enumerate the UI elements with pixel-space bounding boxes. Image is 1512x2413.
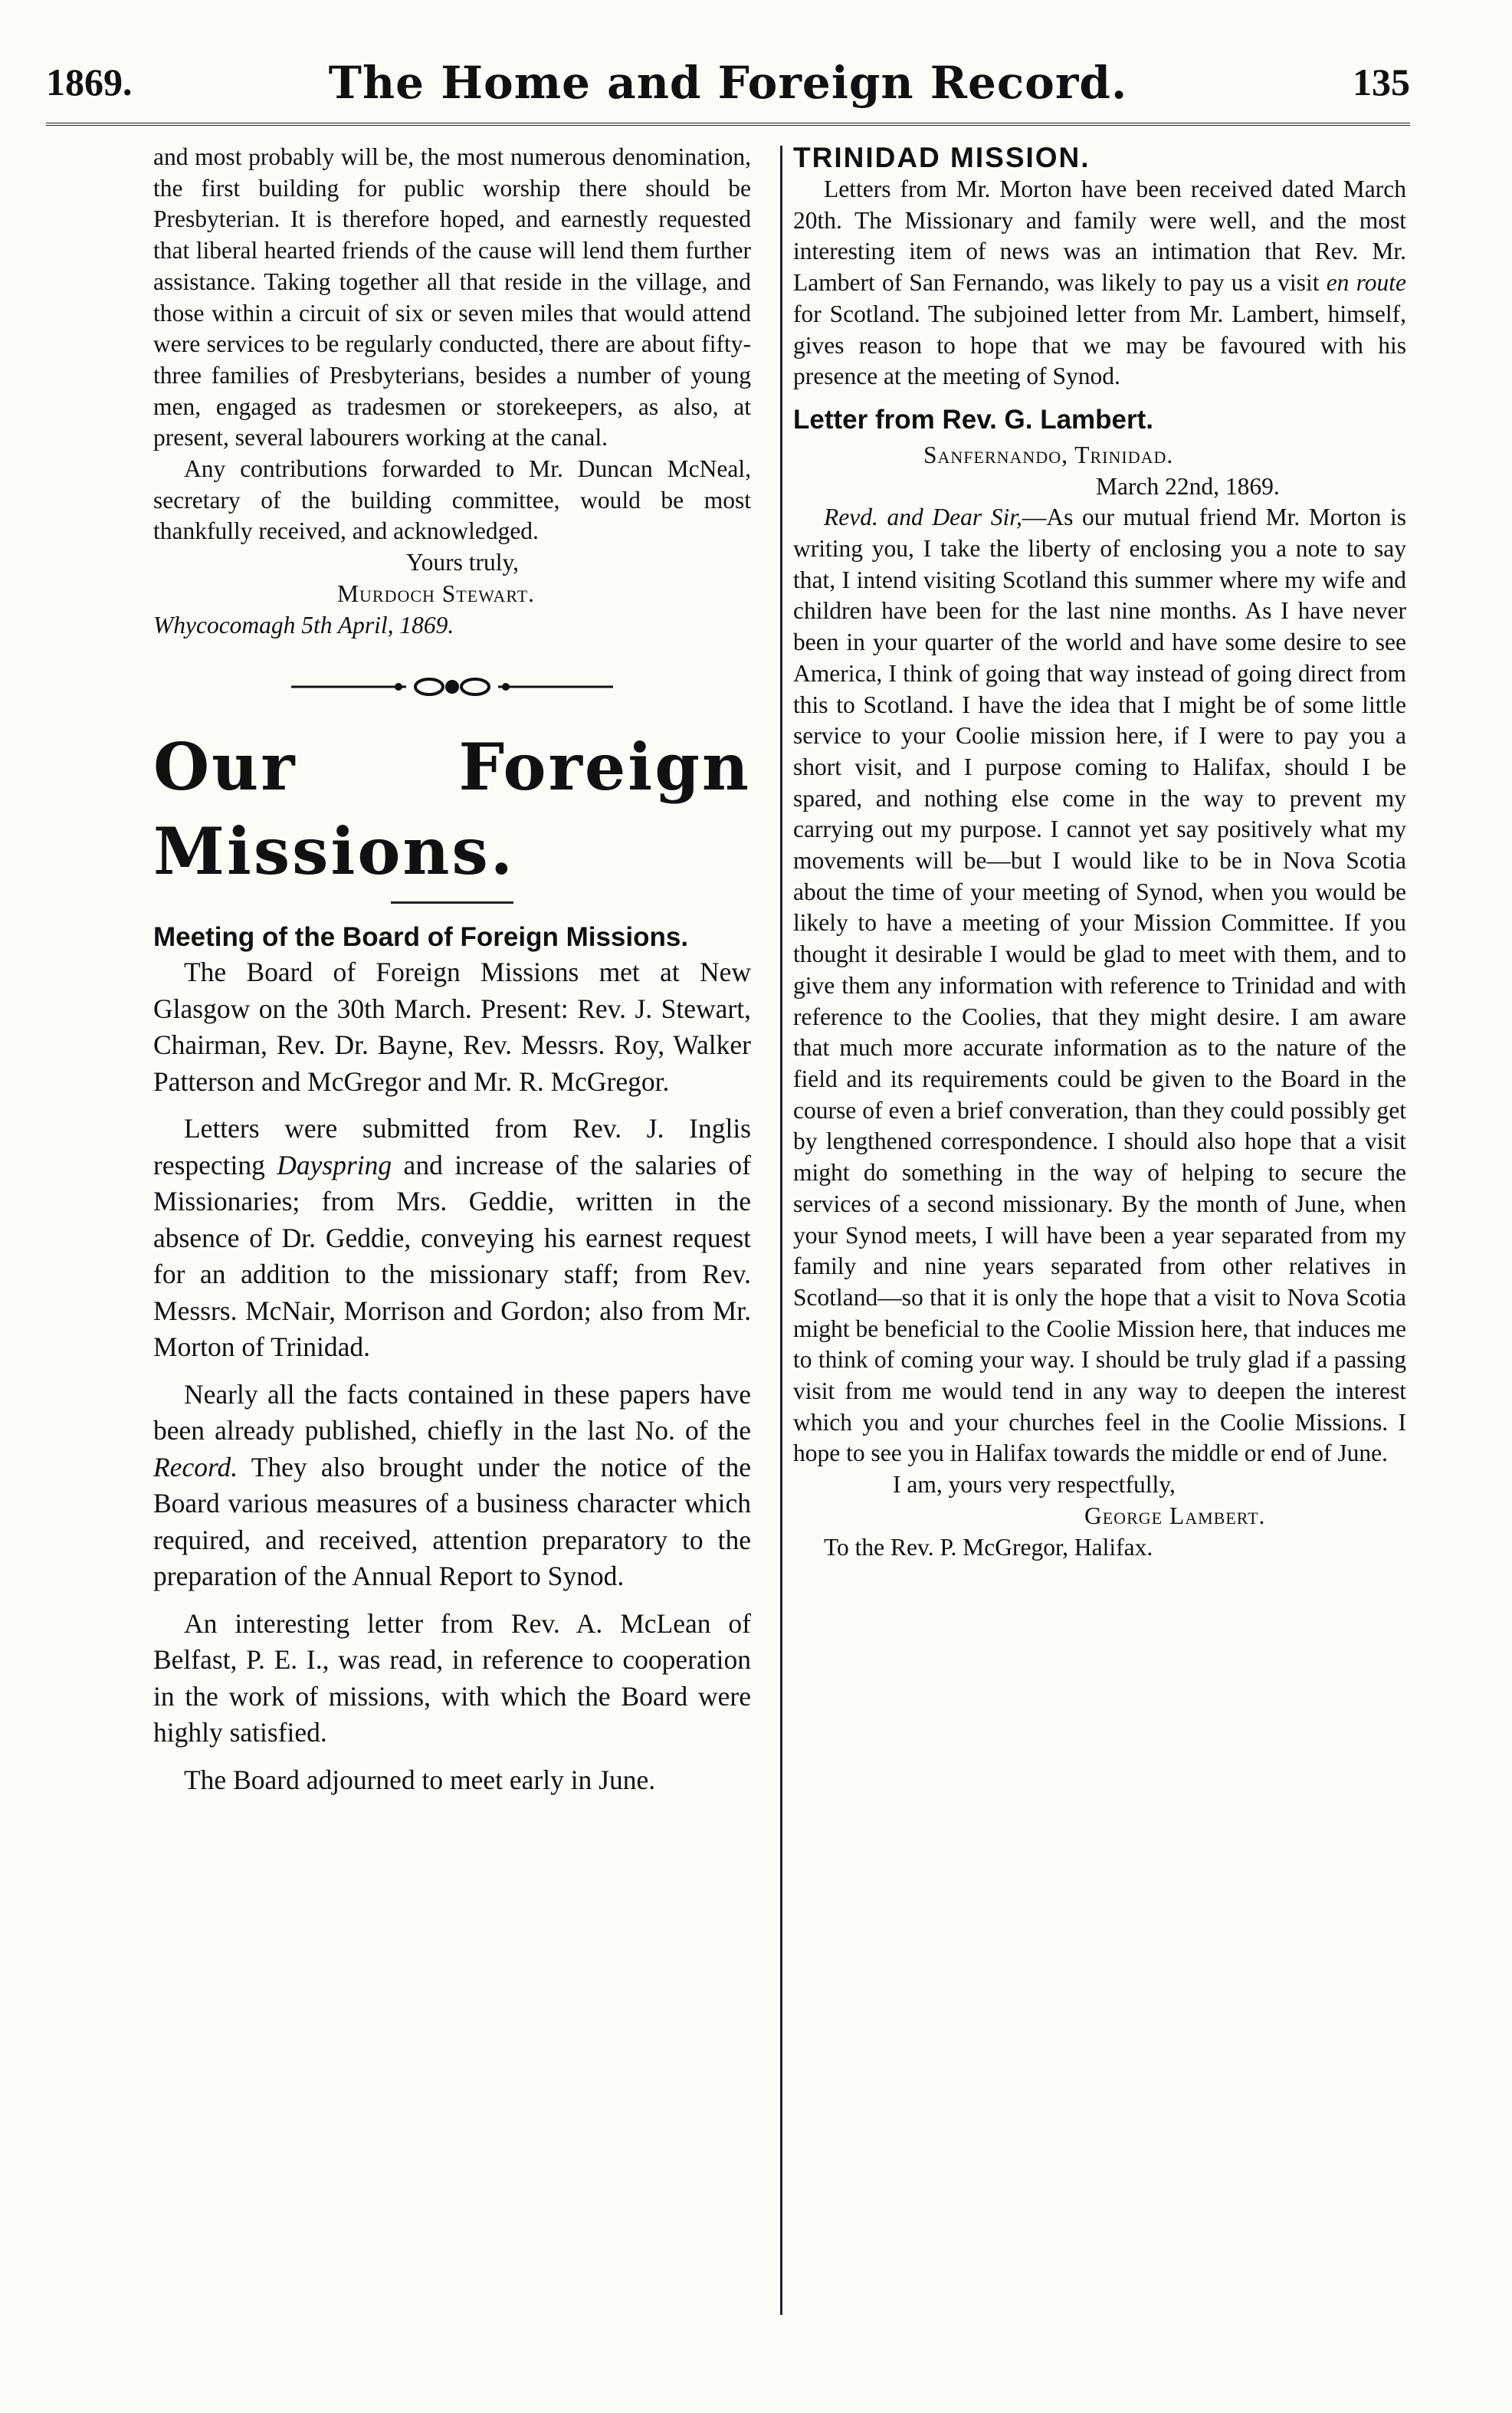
ornamental-divider	[153, 671, 751, 702]
column-divider	[780, 146, 782, 2315]
continued-paragraph: and most probably will be, the most numerous denomination, the first building for public worship there should be Presbyterian. It is therefore hoped, and earnestly requested that liberal hearted friends of the cause will lend them further assistance. Taking together all that reside in the village, and those within a circuit of six or seven miles that would attend were services to be regularly conducted, there are about fifty-three families of Presbyterians, besides a number of young men, engaged as tradesmen or storekeepers, as also, at present, several labourers working at the canal.	[153, 143, 751, 451]
letter-closing: I am, yours very respectfully,	[893, 1471, 1176, 1499]
ornament-icon	[291, 671, 613, 702]
letter-place: Sanfernando, Trinidad.	[923, 441, 1174, 468]
running-header	[46, 57, 1410, 121]
trinidad-p1-a: Letters from Mr. Morton have been received dated March 20th. The Missionary and family were well, and the most interesting item of news was an intimation that Rev. Mr. Lambert of San Fernando, was likely to pay us a visit	[793, 176, 1406, 297]
letter-body-text: —As our mutual friend Mr. Morton is writing you, I take the liberty of enclosing you a note to say that, I intend visiting Scotland this summer where my wife and children have been for the last nine months. As I have never been in your quarter of the world and have some desire to see America, I think of going that way instead of going direct from this to Scotland. I have the idea that I might be of some little service to your Coolie mission here, if I were to pay you a short visit, and I purpose coming to Halifax, should I be spared, and nothing else come in the way to prevent my carrying out my purpose. I cannot yet say positively what my movements will be—but I would like to be in Nova Scotia about the time of your meeting of Synod, when you would be likely to have a meeting of your Mission Committee. If you thought it desirable I would be glad to meet with them, and to give them any information with reference to Trinidad and with reference to the Coolies, that they might desire. I am aware that much more accurate information as to the nature of the field and its requirements could be given to the Board in the course of even a brief converation, than they could possibly get by lengthened correspondence. I should also hope that a visit might do something in the way of helping to secure the services of a second missionary. By the month of June, when your Synod meets, I will have been a year separated from my family and nine years separated from other relatives in Scotland—so that it is only the hope that a visit to Nova Scotia might be beneficial to the Coolie Mission here, that induces me to think of coming your way. I should be truly glad if a passing visit from me would tend in any way to deepen the interest which you and your churches feel in the Coolie Missions. I hope to see you in Halifax towards the middle or end of June.	[793, 504, 1406, 1467]
board-paragraph-2	[153, 1111, 751, 1366]
header-year: 1869.	[46, 61, 133, 103]
meeting-subheading: Meeting of the Board of Foreign Missions.	[153, 922, 689, 953]
board-paragraph-4: An interesting letter from Rev. A. McLean of Belfast, P. E. I., was read, in reference to cooperation in the work of missions, with which the Board were highly satisfied.	[153, 1607, 751, 1748]
header-title: The Home and Foreign Record.	[328, 57, 1128, 109]
contributions-paragraph: Any contributions forwarded to Mr. Duncan McNeal, secretary of the building committee, would be most thankfully received, and acknowledged.	[153, 455, 751, 545]
board-p3-a: Nearly all the facts contained in these papers have been already published, chiefly in the last No. of the	[153, 1378, 751, 1446]
letter-date: March 22nd, 1869.	[1096, 472, 1280, 500]
title-rule	[391, 901, 513, 904]
trinidad-p1-b: for Scotland. The subjoined letter from Mr. Lambert, himself, gives reason to hope that we may be favoured with his presence at the meeting of Synod.	[793, 300, 1406, 390]
trinidad-paragraph	[793, 174, 1406, 392]
letter-body	[793, 502, 1406, 1469]
signature-stewart: Murdoch Stewart.	[337, 579, 536, 607]
left-column	[153, 142, 751, 1798]
header-rule	[46, 123, 1410, 126]
letter-heading: Letter from Rev. G. Lambert.	[793, 404, 1154, 435]
salutation: Revd. and Dear Sir,	[824, 504, 1022, 531]
page-number: 135	[1353, 61, 1410, 103]
addressee: To the Rev. P. McGregor, Halifax.	[824, 1533, 1153, 1561]
right-column	[793, 142, 1406, 1563]
en-route: en route	[1326, 269, 1406, 297]
board-paragraph-5: The Board adjourned to meet early in June.	[184, 1764, 656, 1795]
record-title: Record.	[153, 1451, 238, 1482]
dayspring-ship: Dayspring	[277, 1149, 392, 1180]
signature-lambert: George Lambert.	[1084, 1502, 1266, 1529]
closing-yours: Yours truly,	[406, 549, 520, 576]
section-title: Our Foreign Missions.	[153, 729, 751, 890]
board-paragraph-1: The Board of Foreign Missions met at New Glasgow on the 30th March. Present: Rev. J. Stewart, Chairman, Rev. Dr. Bayne, Rev. Messrs. Roy, Walker Patterson and McGregor and Mr. R. McGregor.	[153, 957, 751, 1097]
place-date-text: Whycocomagh 5th April, 1869.	[153, 611, 454, 639]
place-date	[153, 610, 751, 642]
board-p2-b: and increase of the salaries of Missionaries; from Mrs. Geddie, written in the absence of Dr. Geddie, conveying his earnest request for an addition to the missionary staff; from Rev. Messrs. McNair, Morrison and Gordon; also from Mr. Morton of Trinidad.	[153, 1149, 751, 1363]
board-p3-b: They also brought under the notice of the Board various measures of a business character which required, and received, attention preparatory to the preparation of the Annual Report to Synod.	[153, 1451, 751, 1592]
board-p2-a: Letters were submitted from Rev. J. Inglis respecting	[153, 1113, 751, 1180]
trinidad-heading: TRINIDAD MISSION.	[793, 142, 1091, 173]
board-paragraph-3	[153, 1377, 751, 1595]
